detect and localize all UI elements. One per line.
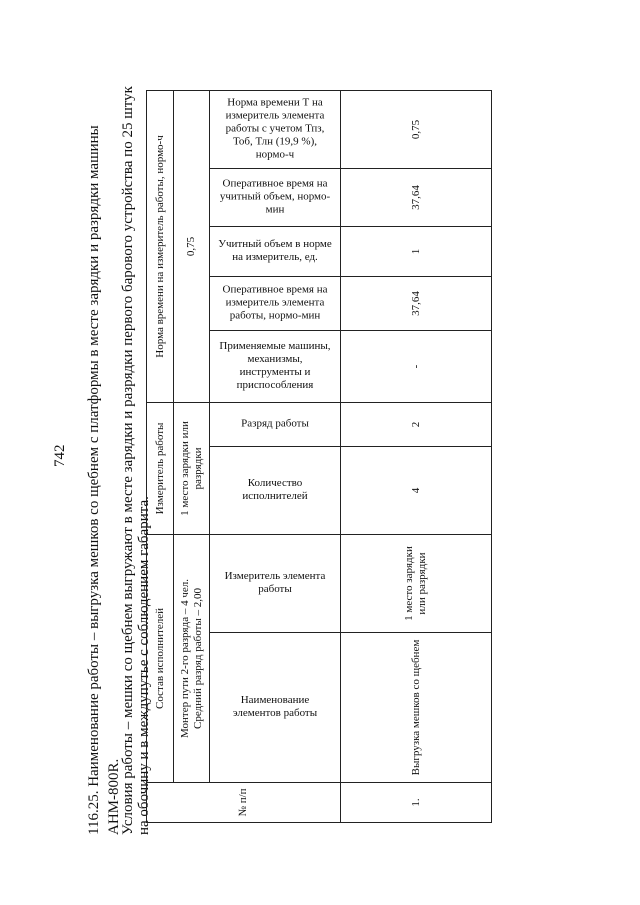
subheader-work-grade: Разряд работы xyxy=(210,402,341,446)
row-time-norm: 0,75 xyxy=(341,90,492,168)
work-conditions: Условия работы – мешки со щебнем выгружают в месте зарядки и разрядки первого барового устройства по 25 штук xyxy=(120,86,136,835)
subheader-time-norm: Норма времени Т на измеритель элемента работы с учетом Тпз, Тоб, Тлн (19,9 %), нормо-ч xyxy=(210,90,341,168)
staff-detail-line-2: Средний разряд работы – 2,00 xyxy=(191,588,204,729)
subheader-machines-used: Применяемые машины, механизмы, инструменты и приспособления xyxy=(210,330,341,402)
work-title: 116.25. Наименование работы – выгрузка мешков со щебнем с платформы в месте зарядки и разрядки машины xyxy=(86,125,102,835)
subheader-performers-count: Количество исполнителей xyxy=(210,446,341,534)
header-num: № п/п xyxy=(147,783,341,823)
header-staff: Состав исполнителей xyxy=(147,534,174,782)
subheader-volume-norm: Учитный объем в норме на измеритель, ед. xyxy=(210,226,341,276)
norm-total: 0,75 xyxy=(174,90,210,402)
row-grade: 2 xyxy=(341,402,492,446)
header-measure: Измеритель работы xyxy=(147,402,174,534)
staff-detail xyxy=(174,534,210,782)
row-num: 1. xyxy=(341,783,492,823)
row-measure: 1 место зарядки или разрядки xyxy=(341,534,492,632)
row-volume: 1 xyxy=(341,226,492,276)
norm-table xyxy=(146,90,492,823)
row-name: Выгрузка мешков со щебнем xyxy=(341,633,492,783)
staff-detail-line-1: Монтер пути 2-го разряда – 4 чел. xyxy=(178,579,191,738)
work-conditions-continued: на обочину и в междупутье с соблюдением габарита. xyxy=(136,496,152,835)
row-op-time-element: 37,64 xyxy=(341,276,492,330)
row-machines: - xyxy=(341,330,492,402)
subheader-operative-time-element: Оперативное время на измеритель элемента работы, нормо-мин xyxy=(210,276,341,330)
row-op-time-volume: 37,64 xyxy=(341,168,492,226)
subheader-element-name: Наименование элементов работы xyxy=(210,633,341,783)
row-count: 4 xyxy=(341,446,492,534)
header-norm: Норма времени на измеритель работы, нормо-ч xyxy=(147,90,174,402)
work-title-machine: АНМ-800R. xyxy=(106,758,122,835)
subheader-operative-time-volume: Оперативное время на учитный объем, нормо-мин xyxy=(210,168,341,226)
page-number: 742 xyxy=(52,444,68,467)
measure-detail: 1 место зарядки или разрядки xyxy=(174,402,210,534)
subheader-element-measure: Измеритель элемента работы xyxy=(210,534,341,632)
